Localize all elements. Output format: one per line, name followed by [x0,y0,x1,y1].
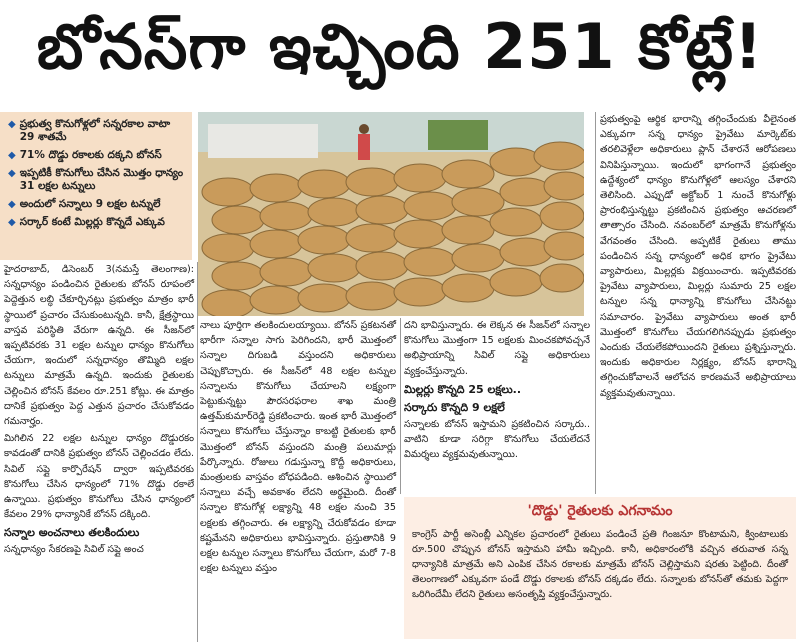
paddy-bags-photo [198,112,584,316]
column-divider [197,262,198,642]
bullet-icon: ◆ [8,199,16,210]
bullet-icon: ◆ [8,150,16,161]
paragraph: ప్రభుత్వంపై ఆర్థిక భారాన్ని తగ్గించేందుకు వీలైనంత ఎక్కువగా సన్న ధాన్యం ప్రైవేటు మార్కెట్‌కు తరలివెళ్లేలా అధికారులు ప్లాన్ చేశారనే ఆరోపణలు వినిపిస్తున్నాయి. ఇందులో భాగంగానే ప్రభుత్వం ఉద్దేశ్యంలో ధాన్యం కొనుగోళ్లలో ఆలస్యం చేశారని తెలిసింది. ఎప్పుడో అక్టోబర్ 1 నుంచే కొనుగోళ్లు ప్రారంభిస్తున్నట్టు ప్రకటించిన ప్రభుత్వం ఆచరణలో తాత్సారం చేసింది. నవంబర్‌లో మాత్రమే కొనుగోళ్లను వేగవంతం చేసింది. అప్పటికే రైతులు తాము పండించిన సన్న ధాన్యంలో అధిక భాగం ప్రైవేటు వ్యాపారులు, మిల్లర్లకు విక్రయించారు. ఇప్పటివరకు ప్రైవేటు వ్యాపారులు, మిల్లర్లు సుమారు 25 లక్షల టన్నుల సన్న ధాన్యాన్ని కొనుగోలు చేసినట్టు సమాచారం. ప్రైవేటు వ్యాపారులు అంత భారీ మొత్తంలో కొనుగోలు చేయగలిగినప్పుడు ప్రభుత్వం ఎందుకు చేయలేకపోయిందని రైతులు ప్రశ్నిస్తున్నారు. ఇందుకు అధికారుల నిర్లక్ష్యం, బోనస్ భారాన్ని తగ్గించుకోవాలనే ఆలోచన కారణమనే అభిప్రాయాలు వ్యక్తమవుతున్నాయి. [600,114,796,399]
column-divider [400,318,401,494]
subheading: మిల్లర్లు కొన్నది 25 లక్షలు.. [404,382,522,396]
article-column-3 [404,318,590,464]
headline: బోనస్‌గా ఇచ్చింది 251 కోట్లే! [36,10,764,83]
photo-illustration [198,112,584,316]
subheading: సర్కారు కొన్నది 9 లక్షలే [404,400,505,414]
article-column-1 [4,262,194,560]
bullet-icon: ◆ [8,119,16,130]
paragraph: దని భావిస్తున్నారు. ఈ లెక్కన ఈ సీజన్‌లో సన్నాల కొనుగోలు మొత్తంగా 15 లక్షలకు మించకపోవచ్చనే అభిప్రాయాన్ని సివిల్ సప్లై అధికారులు వ్యక్తంచేస్తున్నారు. [404,320,590,377]
box-text: కాంగ్రెస్ పార్టీ అసెంబ్లీ ఎన్నికల ప్రచారంలో రైతులు పండించే ప్రతి గింజనూ కొంటామని, క్వింటాలుకు రూ.500 చొప్పున బోనస్ ఇస్తామని హామీ ఇచ్చింది. కానీ, అధికారంలోకి వచ్చిన తరువాత సన్న ధాన్యానికి మాత్రమే అని ఎంపిక చేసిన రకాలకు మాత్రమే బోనస్ చెల్లిస్తామని షరతు పెట్టింది. దీంతో తెలంగాణలో ఎక్కువగా పండే దొడ్డు రకాలకు బోనస్ దక్కడం లేదు. సన్నాలకు బోనస్‌తో తమకు పెద్దగా ఒరిగిందేమీ లేదని రైతులు అసంతృప్తి వ్యక్తంచేస్తున్నారు. [412,529,788,600]
bullet-icon: ◆ [8,168,16,179]
article-column-4 [600,112,796,403]
box-title: 'దొడ్డు' రైతులకు ఎగనామం [527,503,673,519]
article-column-2 [200,318,396,578]
sidebar-box [404,497,796,639]
highlights-box [0,112,192,260]
subheading: సన్నాల అంచనాలు తలకిందులు [4,526,140,540]
highlight-item: ◆ ఇప్పటికీ కొనుగోలు చేసిన మొత్తం ధాన్యం 31 లక్షల టన్నులు [8,167,184,192]
paragraph: సన్నాలకు బోనస్ ఇస్తామని ప్రకటించిన సర్కారు.. వాటిని కూడా సరిగ్గా కొనుగోలు చేయలేదనే విమర్శలు వ్యక్తమవుతున్నాయి. [404,418,590,461]
highlight-item: ◆ అందులో సన్నాలు 9 లక్షల టన్నులే [8,198,161,210]
highlight-item: ◆ 71% దొడ్డు రకాలకు దక్కని బోనస్ [8,149,162,161]
column-divider [595,112,596,494]
paragraph: మిగిలిన 22 లక్షల టన్నుల ధాన్యం దొడ్డురకం కావడంతో దానికి ప్రభుత్వం బోనస్ చెల్లించడం లేదు. సివిల్ సప్లై కార్పొరేషన్ ద్వారా ఇప్పటివరకు కొనుగోలు చేసిన ధాన్యంలో 71% దొడ్డు రకాలే ఉన్నాయి. ప్రభుత్వం కొనుగోలు చేసిన ధాన్యంలో కేవలం 29% ధాన్యానికే బోనస్ దక్కింది. [4,433,194,521]
paragraph: హైదరాబాద్, డిసెంబర్ 3(నమస్తే తెలంగాణ): సన్నధాన్యం పండించిన రైతులకు బోనస్ రూపంలో పెద్దెత్తున లబ్ధి చేకూర్చినట్లు ప్రభుత్వం మాత్రం భారీ స్థాయిలో ప్రచారం చేసుకుంటున్నది. కానీ, క్షేత్రస్థాయి వాస్తవ పరిస్థితి వేరుగా ఉన్నది. ఈ సీజన్‌లో ఇప్పటివరకు 31 లక్షల టన్నుల ధాన్యం కొనుగోలు చేయగా, ఇందులో సన్నధాన్యం తొమ్మిది లక్షల టన్నులు మాత్రమే ఉన్నది. ఇందుకు రైతులకు చెల్లించిన బోనస్ కేవలం రూ.251 కోట్లు. ఈ మాత్రం దానికే ప్రభుత్వం పెద్ద ఎత్తున ప్రచారం చేసుకోవడం గమనార్హం. [4,264,194,428]
paragraph: నాలు పూర్తిగా తలకిందులయ్యాయి. బోనస్ ప్రకటనతో భారీగా సన్నాల సాగు పెరిగిందని, భారీ మొత్తంలో సన్నాల దిగుబడి వస్తుందని అధికారులు చెప్పుకొచ్చారు. ఈ సీజన్‌లో 48 లక్షల టన్నుల సన్నాలను కొనుగోలు చేయాలని లక్ష్యంగా పెట్టుకున్నట్టు పౌరసరఫరాల శాఖ మంత్రి ఉత్తమ్‌కుమార్‌రెడ్డి ప్రకటించారు. ఇంత భారీ మొత్తంలో సన్నాలు కొనుగోలు చేస్తున్నాం కాబట్టి రైతులకు భారీ మొత్తంలో బోనస్ వస్తుందని మంత్రి పలుమార్లు పేర్కొన్నారు. రోజులు గడుస్తున్నా కొద్దీ అధికారులు, మంత్రులకు వాస్తవం బోధపడింది. ఆశించిన స్థాయిలో సన్నాలు వచ్చే అవకాశం లేదని అర్థమైంది. దీంతో సన్నాల కొనుగోళ్ల లక్ష్యాన్ని 48 లక్షల నుంచి 35 లక్షలకు తగ్గించారు. ఈ లక్ష్యాన్ని చేరుకోవడం కూడా కష్టమేనని అధికారులు భావిస్తున్నారు. ప్రస్తుతానికి 9 లక్షల టన్నుల సన్నాలు కొనుగోలు చేయగా, మరో 7-8 లక్షల టన్నులు వస్తుం [200,320,396,575]
paragraph: సన్నధాన్యం సేకరణపై సివిల్ సప్లై అంచ [4,544,144,556]
bullet-icon: ◆ [8,217,16,228]
highlight-item: ◆ సర్కార్ కంటే మిల్లర్లు కొన్నదే ఎక్కువ [8,216,165,228]
highlight-item: ◆ ప్రభుత్వ కొనుగోళ్లలో సన్నరకాల వాటా 29 శాతమే [8,118,171,143]
